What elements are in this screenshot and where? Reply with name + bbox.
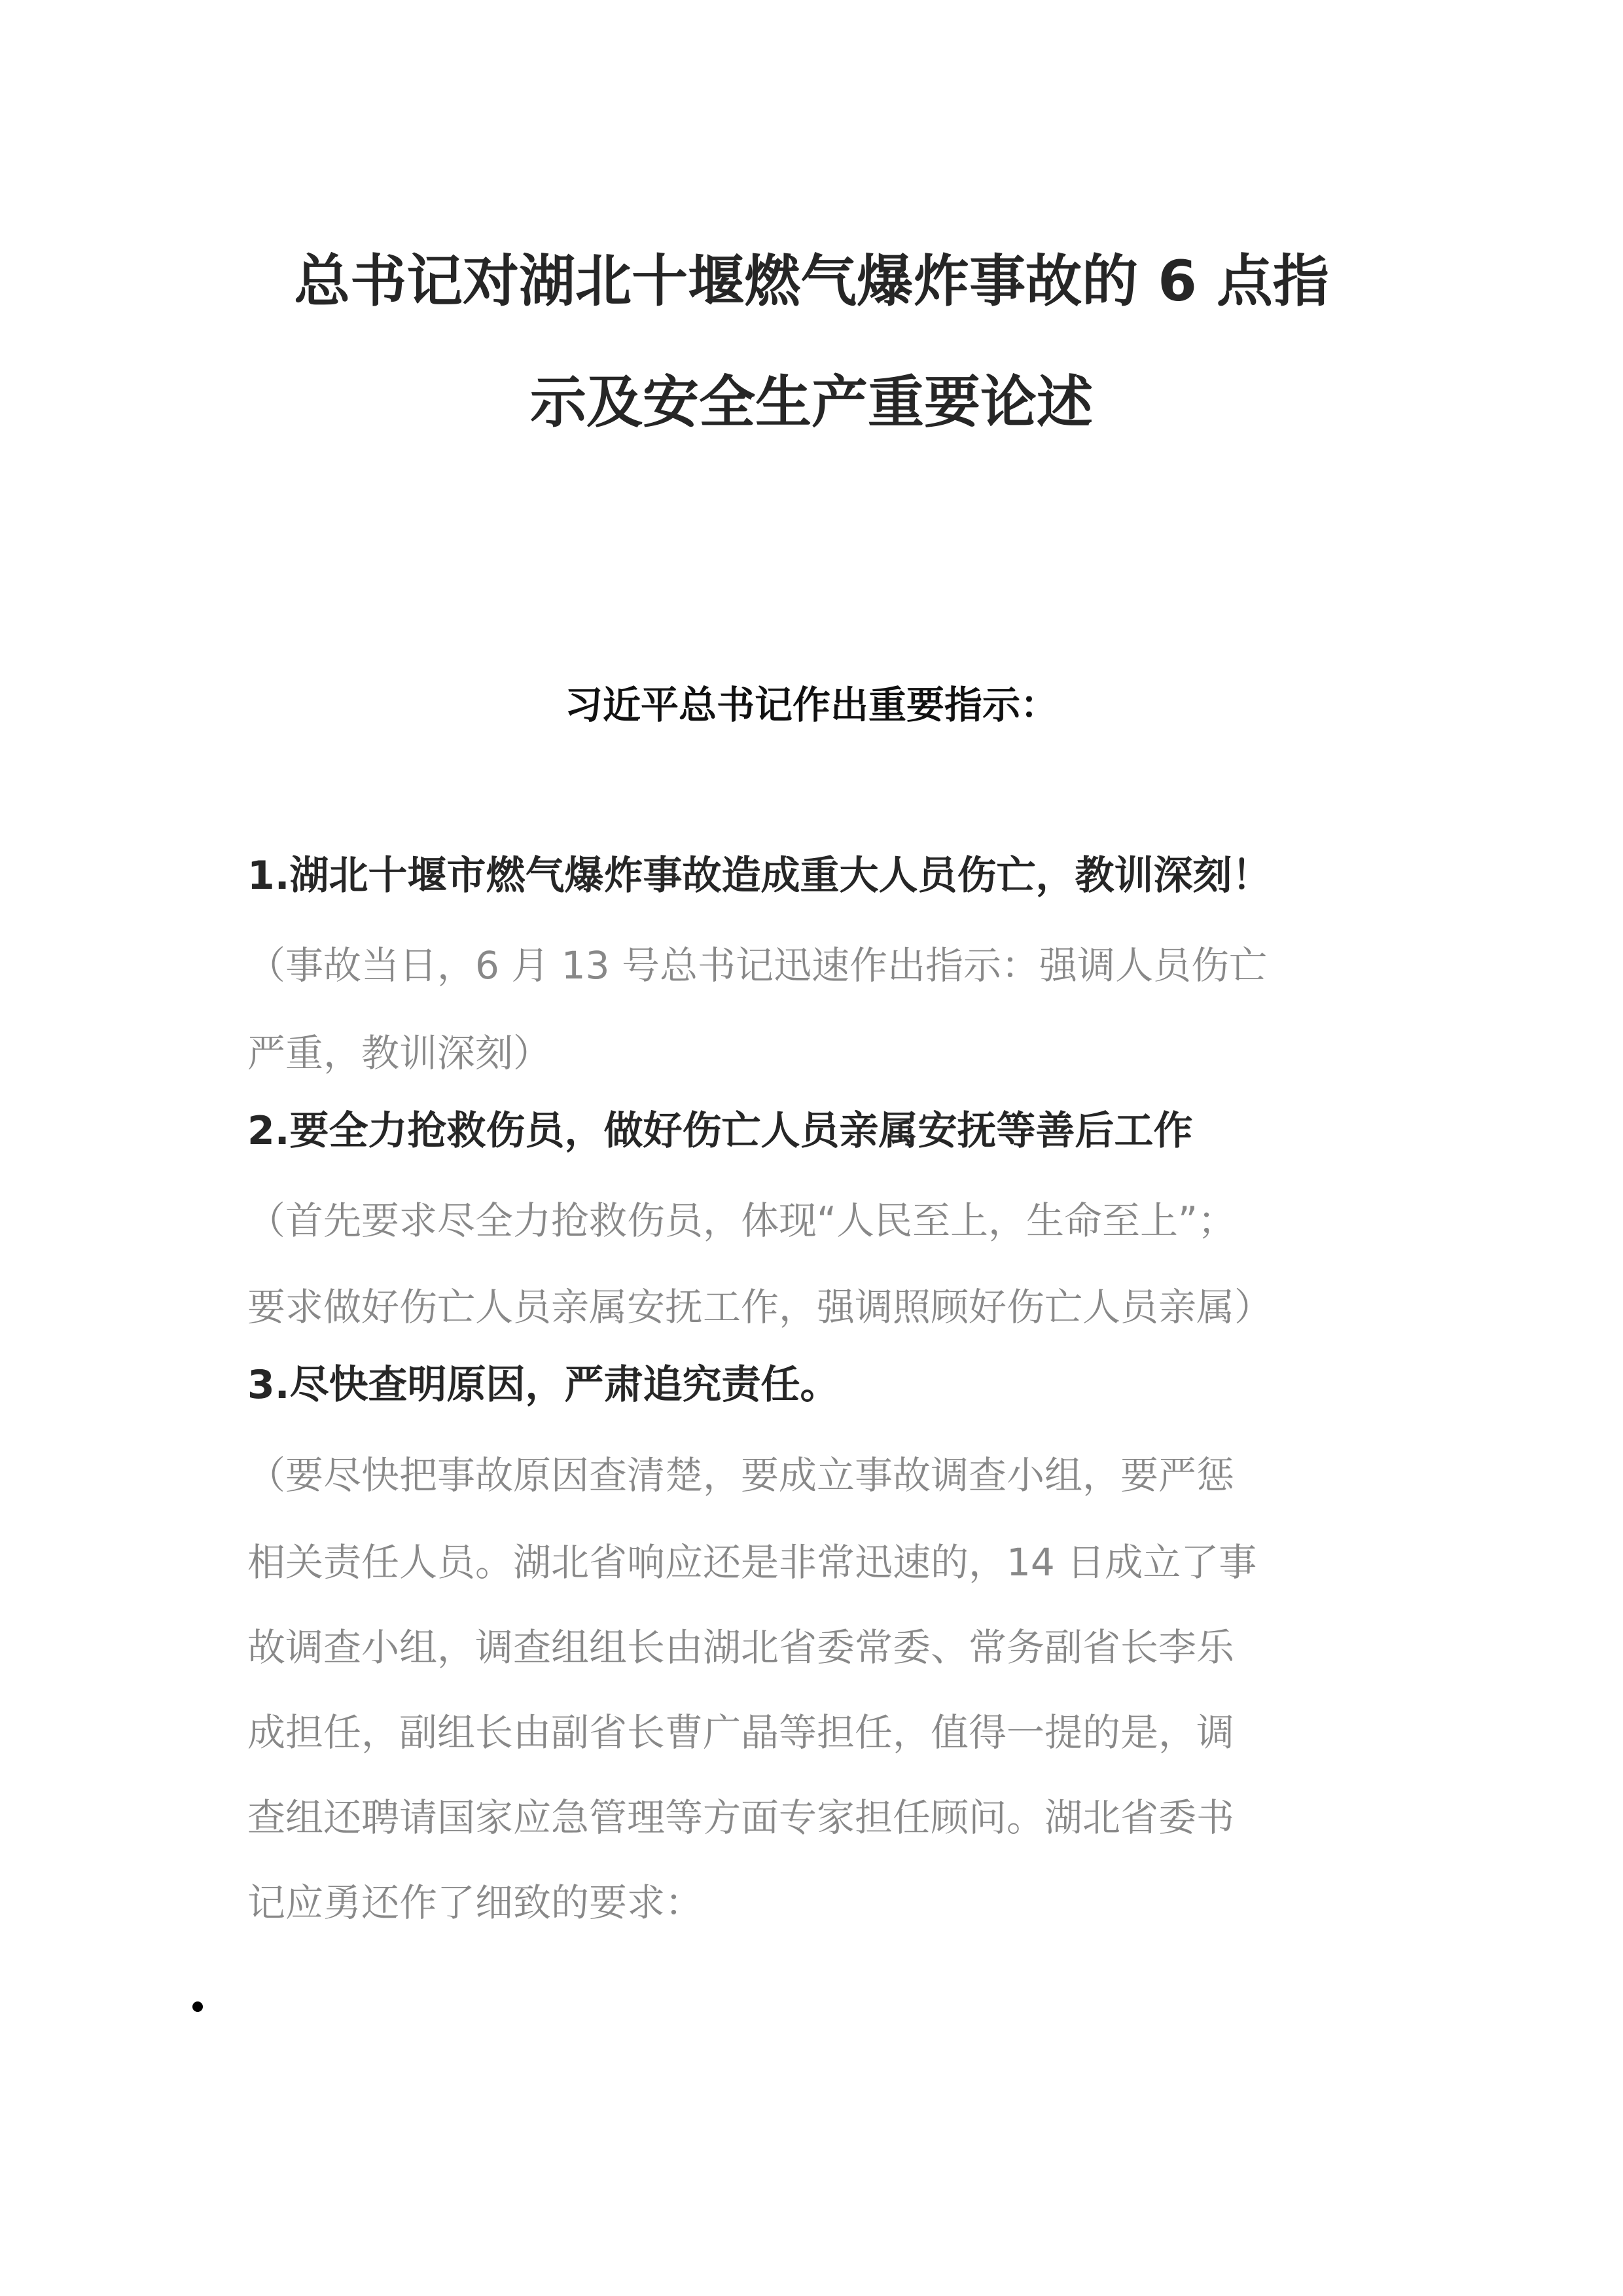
point-2-heading: 2.要全力抢救伤员，做好伤亡人员亲属安抚等善后工作 [247, 1108, 1193, 1154]
point-1-heading: 1.湖北十堰市燃气爆炸事故造成重大人员伤亡，教训深刻！ [247, 853, 1272, 899]
point-3-note-line-4: 成担任，副组长由副省长曹广晶等担任，值得一提的是，调 [247, 1710, 1235, 1755]
point-3-note-line-5: 查组还聘请国家应急管理等方面专家担任顾问。湖北省委书 [247, 1795, 1235, 1840]
section-subheading: 习近平总书记作出重要指示： [564, 683, 1058, 727]
point-3-note-line-1: （要尽快把事故原因查清楚，要成立事故调查小组，要严惩 [247, 1453, 1235, 1498]
point-1-note-line-1: （事故当日，6 月 13 号总书记迅速作出指示：强调人员伤亡 [247, 943, 1268, 988]
list-bullet [192, 2001, 203, 2012]
document-title-line-1: 总书记对湖北十堰燃气爆炸事故的 6 点指 [294, 249, 1329, 314]
point-2-note-line-2: 要求做好伤亡人员亲属安抚工作，强调照顾好伤亡人员亲属） [247, 1285, 1273, 1329]
document-title-line-2: 示及安全生产重要论述 [530, 370, 1093, 435]
point-1-note-line-2: 严重，教训深刻） [247, 1031, 552, 1075]
point-3-heading: 3.尽快查明原因，严肃追究责任。 [247, 1362, 840, 1408]
point-2-note-line-1: （首先要求尽全力抢救伤员，体现“人民至上，生命至上”； [247, 1198, 1236, 1243]
point-3-note-line-6: 记应勇还作了细致的要求： [247, 1880, 704, 1925]
point-3-note-line-3: 故调查小组，调查组组长由湖北省委常委、常务副省长李乐 [247, 1625, 1235, 1670]
point-3-note-line-2: 相关责任人员。湖北省响应还是非常迅速的，14 日成立了事 [247, 1540, 1257, 1585]
